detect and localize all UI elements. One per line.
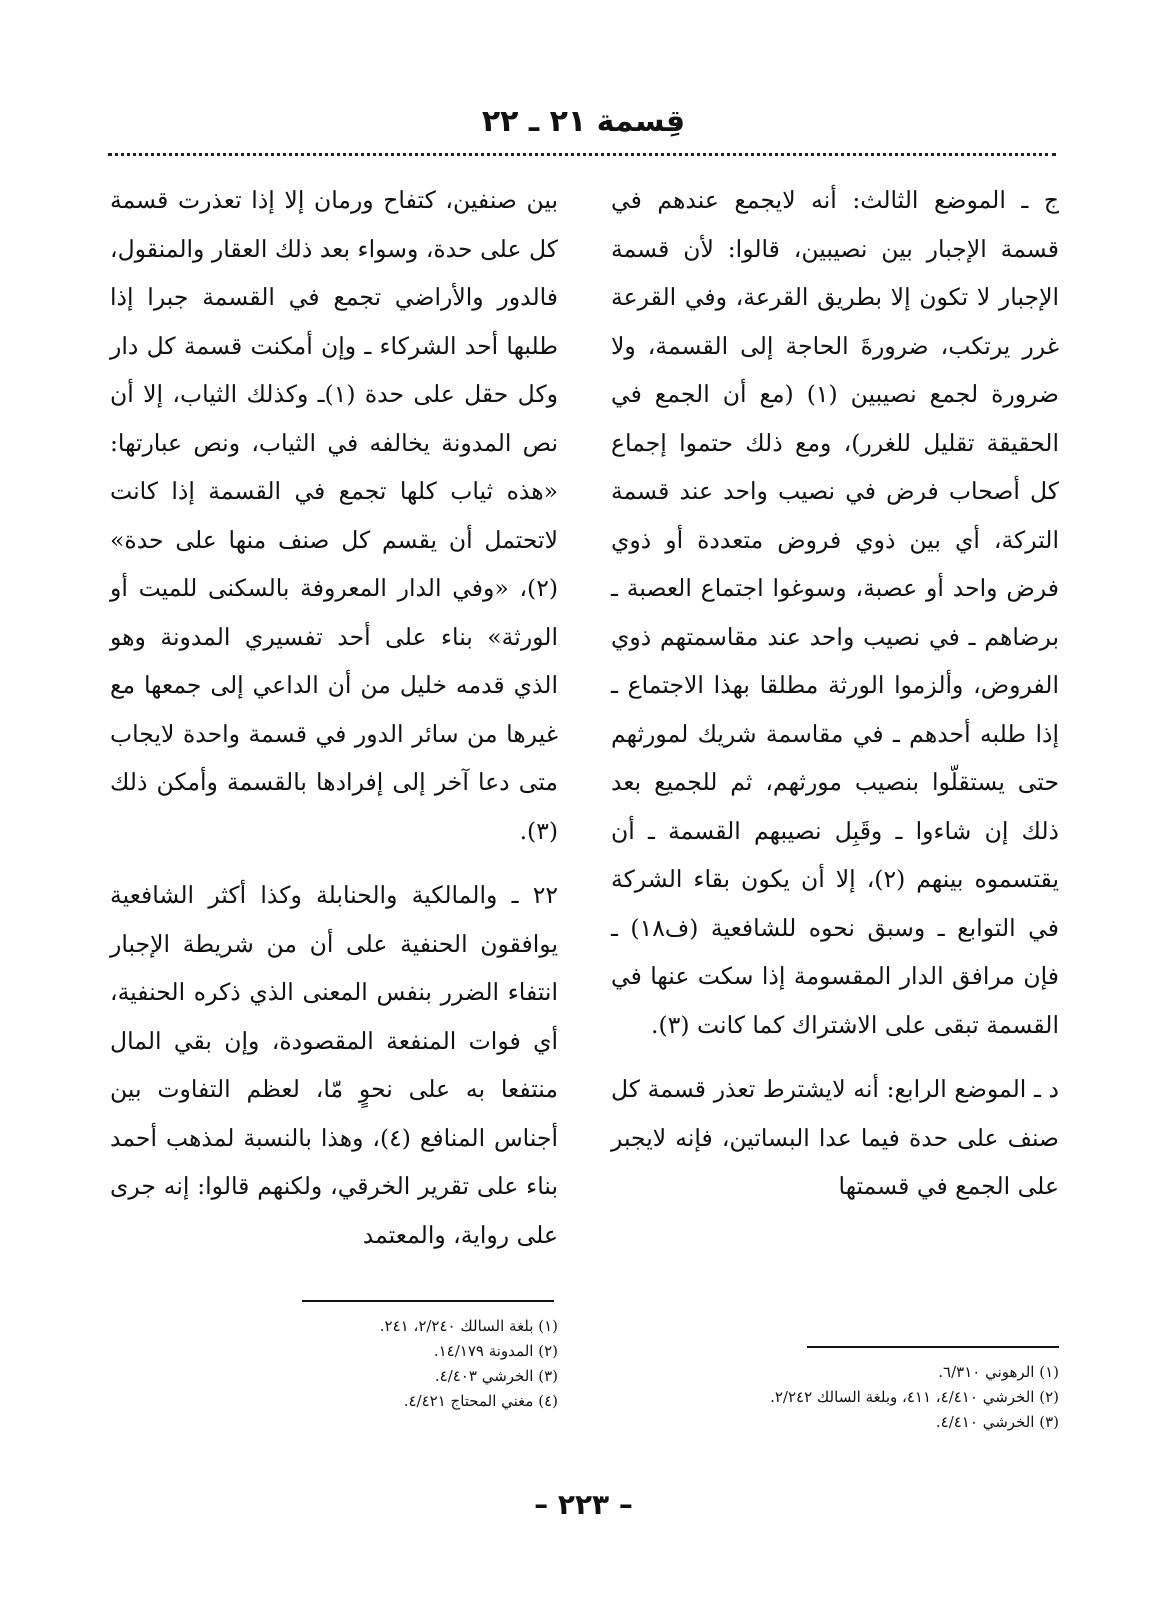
footnote: (٣) الخرشي ٤/٤٠٣.	[434, 1367, 558, 1385]
left-footnotes	[110, 1314, 558, 1414]
right-footnote-rule	[807, 1346, 1059, 1348]
footnote: (٣) الخرشي ٤/٤١٠.	[935, 1413, 1059, 1431]
footnote: (٢) المدونة ١٤/١٧٩.	[433, 1342, 558, 1360]
paragraph: ٢٢ ـ والمالكية والحنابلة وكذا أكثر الشافعية يوافقون الحنفية على أن من شريطة الإجبار انتفاء الضرر بنفس المعنى الذي ذكره الحنفية، أي فوات المنفعة المقصودة، وإن بقي المال منتفعا به على نحوٍ مّا، لعظم التفاوت بين أجناس المنافع (٤)، وهذا بالنسبة لمذهب أحمد بناء على تقرير الخرقي، ولكنهم قالوا: إنه جرى على رواية، والمعتمد	[110, 881, 558, 1249]
page-number: – ٢٢٣ –	[534, 1488, 633, 1521]
left-footnote-rule	[302, 1300, 554, 1302]
footnote: (٢) الخرشي ٤/٤١٠، ٤١١، وبلغة السالك ٢/٢٤٢.	[770, 1388, 1059, 1406]
right-footnotes	[611, 1360, 1059, 1435]
page-title: قِسمة ٢١ ـ ٢٢	[481, 104, 686, 139]
footnote: (٤) مغني المحتاج ٤/٤٢١.	[403, 1392, 558, 1410]
paragraph: بين صنفين، كتفاح ورمان إلا إذا تعذرت قسمة كل على حدة، وسواء بعد ذلك العقار والمنقول، فالدور والأراضي تجمع في القسمة جبرا إذا طلبها أحد الشركاء ـ وإن أمكنت قسمة كل دار وكل حقل على حدة (١)ـ وكذلك الثياب، إلا أن نص المدونة يخالفه في الثياب، ونص عبارتها: «هذه ثياب كلها تجمع في القسمة إذا كانت لاتحتمل أن يقسم كل صنف منها على حدة» (٢)، «وفي الدار المعروفة بالسكنى للميت أو الورثة» بناء على أحد تفسيري المدونة وهو الذي قدمه خليل من أن الداعي إلى جمعها مع غيرها من سائر الدور في قسمة واحدة لايجاب متى دعا آخر إلى إفرادها بالقسمة وأمكن ذلك (٣).	[110, 186, 559, 845]
right-column	[611, 176, 1059, 1227]
paragraph: د ـ الموضع الرابع: أنه لايشترط تعذر قسمة كل صنف على حدة فيما عدا البساتين، فإنه لايجبر على الجمع في قسمتها	[611, 1075, 1059, 1200]
left-column	[110, 176, 558, 1275]
footnote: (١) الرهوني ٦/٣١٠.	[938, 1363, 1059, 1381]
footnote: (١) بلغة السالك ٢/٢٤٠، ٢٤١.	[379, 1317, 558, 1335]
header-dotted-rule	[108, 153, 1056, 156]
paragraph: ج ـ الموضع الثالث: أنه لايجمع عندهم في قسمة الإجبار بين نصيبين، قالوا: لأن قسمة الإجبار لا تكون إلا بطريق القرعة، وفي القرعة غرر يرتكب، ضرورةَ الحاجة إلى القسمة، ولا ضرورة لجمع نصيبين (١) (مع أن الجمع في الحقيقة تقليل للغرر)، ومع ذلك حتموا إجماع كل أصحاب فرض في نصيب واحد عند قسمة التركة، أي بين ذوي فروض متعددة أو ذوي فرض واحد أو عصبة، وسوغوا اجتماع العصبة ـ برضاهم ـ في نصيب واحد عند مقاسمتهم ذوي الفروض، وألزموا الورثة مطلقا بهذا الاجتماع ـ إذا طلبه أحدهم ـ في مقاسمة شريك لمورثهم حتى يستقلّوا بنصيب مورثهم، ثم للجميع بعد ذلك إن شاءوا ـ وقَبِل نصيبهم القسمة ـ أن يقتسموه بينهم (٢)، إلا أن يكون بقاء الشركة في التوابع ـ وسبق نحوه للشافعية (ف١٨) ـ فإن مرافق الدار المقسومة إذا سكت عنها في القسمة تبقى على الاشتراك كما كانت (٣).	[611, 186, 1060, 1039]
